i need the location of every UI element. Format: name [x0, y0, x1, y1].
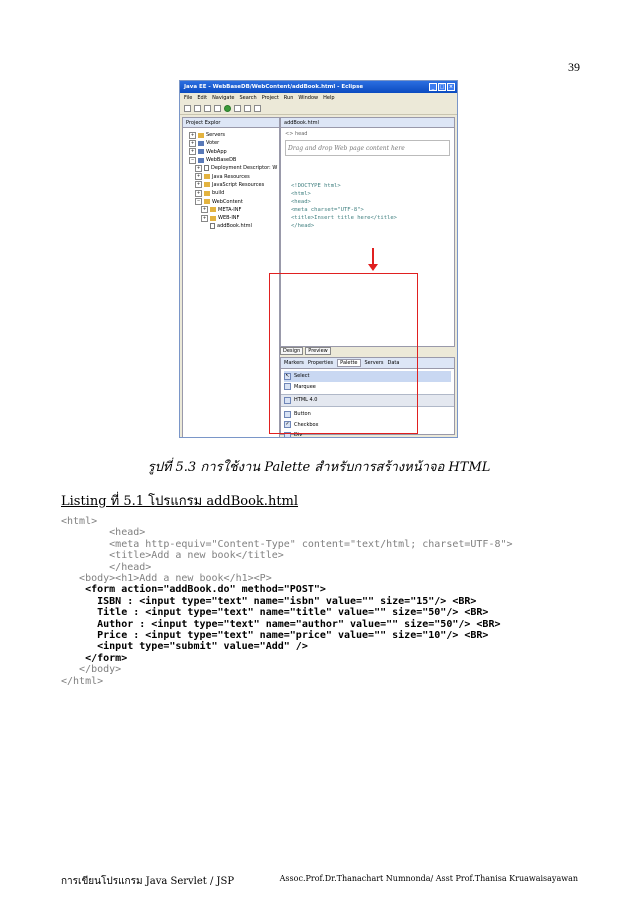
tree-item[interactable] — [185, 164, 277, 172]
tab-markers[interactable]: Markers — [284, 360, 304, 366]
project-icon — [198, 141, 204, 146]
menu-item-edit[interactable]: Edit — [197, 94, 208, 101]
save-icon[interactable] — [194, 105, 201, 112]
editor-tab-label: addBook.html — [284, 119, 319, 126]
expand-toggle-icon[interactable]: + — [190, 139, 195, 145]
footer-course: การเขียนโปรแกรม Java Servlet / JSP — [61, 876, 235, 887]
code-line: </form> — [61, 652, 128, 664]
print-icon[interactable] — [204, 105, 211, 112]
code-line: <meta http-equiv="Content-Type" content="text/html; charset=UTF-8"> — [61, 538, 513, 550]
palette-item-label: Select — [294, 373, 310, 380]
search-icon[interactable] — [234, 105, 241, 112]
folder-icon — [198, 133, 204, 138]
project-icon — [198, 158, 204, 163]
code-line: <input type="submit" value="Add" /> — [61, 641, 308, 653]
code-line: Price : <input type="text" name="price" value="" size="10"/> <BR> — [61, 630, 489, 642]
expand-toggle-icon[interactable]: + — [196, 181, 201, 187]
code-line: </body> — [61, 664, 122, 676]
expand-toggle-icon[interactable]: + — [196, 173, 201, 179]
code-listing — [61, 516, 513, 687]
run-icon[interactable] — [224, 105, 231, 112]
listing-title: Listing ที่ 5.1 โปรแกรม addBook.html — [61, 494, 299, 509]
tree-item[interactable] — [185, 206, 277, 214]
code-line: <form action="addBook.do" method="POST"> — [61, 584, 326, 596]
window-titlebar — [180, 81, 457, 93]
back-icon[interactable] — [244, 105, 251, 112]
tab-design[interactable]: Design — [280, 347, 303, 355]
editor-code-line: <title>Insert title here</title> — [291, 215, 397, 221]
menu-item-project[interactable]: Project — [261, 94, 279, 101]
tree-item[interactable] — [185, 139, 277, 147]
tab-servers[interactable]: Servers — [364, 360, 384, 366]
folder-icon — [210, 207, 216, 212]
folder-icon — [210, 216, 216, 221]
tree-item-label: Voter — [206, 140, 220, 147]
expand-toggle-icon[interactable]: − — [196, 198, 201, 204]
expand-toggle-icon[interactable]: + — [196, 164, 201, 170]
project-icon — [198, 149, 204, 154]
palette-item-label: Div — [294, 432, 303, 438]
expand-toggle-icon[interactable]: + — [190, 148, 195, 154]
tree-item-label: META-INF — [218, 206, 242, 213]
debug-icon[interactable] — [214, 105, 221, 112]
editor-code-line: <head> — [291, 199, 311, 205]
menu-item-window[interactable]: Window — [298, 94, 319, 101]
expand-toggle-icon[interactable]: + — [202, 206, 207, 212]
code-line: <html> — [61, 516, 98, 527]
checkbox-icon: ✓ — [285, 421, 290, 428]
menu-item-run[interactable]: Run — [283, 94, 294, 101]
footer-authors: Assoc.Prof.Dr.Thanachart Numnonda/ Asst Prof.Thanisa Kruawaisayawan — [279, 874, 578, 883]
new-icon[interactable] — [184, 105, 191, 112]
tab-palette[interactable]: Palette — [337, 359, 360, 367]
window-title: Java EE - WebBaseDB/WebContent/addBook.html - Eclipse — [184, 84, 364, 90]
folder-icon — [204, 182, 210, 187]
tree-item[interactable] — [185, 222, 277, 230]
tree-item[interactable] — [185, 156, 277, 164]
editor-source[interactable] — [281, 182, 454, 230]
code-line: Title : <input type="text" name="title" value="" size="50"/> <BR> — [61, 607, 489, 619]
palette-item-label: HTML 4.0 — [294, 397, 318, 404]
tree-item[interactable] — [185, 214, 277, 222]
menu-item-help[interactable]: Help — [323, 94, 335, 101]
editor-head-label: <> head — [285, 131, 308, 137]
file-icon — [204, 165, 209, 171]
editor-code-line: </head> — [291, 223, 315, 229]
tree-item[interactable] — [185, 148, 277, 156]
code-line: </head> — [61, 561, 152, 573]
tree-item-label: Servers — [206, 132, 226, 139]
editor-code-line: <html> — [291, 191, 311, 197]
menu-bar — [180, 93, 457, 102]
toolbar — [180, 102, 457, 115]
code-line: <title>Add a new book</title> — [61, 550, 284, 562]
project-explorer-tab-label: Project Explor — [186, 119, 221, 126]
palette-item-label: Marquee — [294, 383, 316, 390]
editor-tab[interactable] — [281, 118, 454, 128]
figure-caption: รูปที่ 5.3 การใช้งาน Palette สำหรับการสร้างหน้าจอ HTML — [147, 460, 491, 475]
tree-item[interactable] — [185, 189, 277, 197]
design-drop-area[interactable]: Drag and drop Web page content here — [285, 140, 450, 156]
tree-item-label: WEB-INF — [218, 215, 240, 222]
arrow-head-icon — [368, 264, 378, 271]
editor-code-line: <!DOCTYPE html> — [291, 183, 341, 189]
tab-preview[interactable]: Preview — [305, 347, 330, 355]
maximize-icon[interactable]: □ — [439, 84, 445, 90]
editor-code-line: <meta charset="UTF-8"> — [291, 207, 364, 213]
tree-item-label: addBook.html — [217, 223, 252, 230]
tree-item-label: WebBaseDB — [206, 157, 237, 164]
code-line: Author : <input type="text" name="author" value="" size="50"/> <BR> — [61, 618, 501, 630]
tree-item-label: WebContent — [212, 198, 243, 205]
tree-item-label: build — [212, 190, 225, 197]
tree-item-label: JavaScript Resources — [212, 181, 265, 188]
tree-item[interactable] — [185, 197, 277, 205]
tab-properties[interactable]: Properties — [307, 360, 334, 366]
file-icon — [210, 223, 215, 229]
project-tree — [183, 128, 279, 234]
minimize-icon[interactable]: _ — [429, 83, 437, 91]
code-line: </html> — [61, 675, 104, 687]
expand-toggle-icon[interactable]: − — [190, 156, 195, 162]
forward-icon[interactable] — [254, 105, 261, 112]
project-explorer — [182, 117, 280, 438]
page-number: 39 — [568, 60, 580, 74]
expand-toggle-icon[interactable]: + — [196, 189, 201, 195]
tree-item[interactable] — [185, 131, 277, 139]
highlight-box — [269, 273, 418, 434]
menu-item-search[interactable]: Search — [239, 94, 257, 101]
tree-item-label: WebApp — [206, 148, 227, 155]
folder-icon — [204, 174, 210, 179]
close-icon[interactable]: × — [448, 84, 454, 90]
code-line: <body><h1>Add a new book</h1><P> — [61, 573, 272, 585]
menu-item-navigate[interactable]: Navigate — [212, 94, 235, 101]
code-line: ISBN : <input type="text" name="isbn" value="" size="15"/> <BR> — [61, 595, 477, 607]
folder-icon — [204, 199, 210, 204]
palette-item-label: Checkbox — [294, 421, 319, 428]
expand-toggle-icon[interactable]: + — [190, 131, 195, 137]
tab-data[interactable]: Data — [387, 360, 400, 366]
project-explorer-tab[interactable] — [183, 118, 279, 128]
tree-item-label: Java Resources — [212, 173, 250, 180]
tree-item-label: Deployment Descriptor: W — [211, 165, 278, 172]
tree-item[interactable] — [185, 172, 277, 180]
palette-item-label: Button — [294, 411, 311, 418]
select-icon: ↖ — [285, 372, 290, 379]
code-line: <head> — [61, 527, 146, 539]
menu-item-file[interactable]: File — [184, 94, 193, 101]
tree-item[interactable] — [185, 181, 277, 189]
folder-icon — [204, 191, 210, 196]
expand-toggle-icon[interactable]: + — [202, 214, 207, 220]
